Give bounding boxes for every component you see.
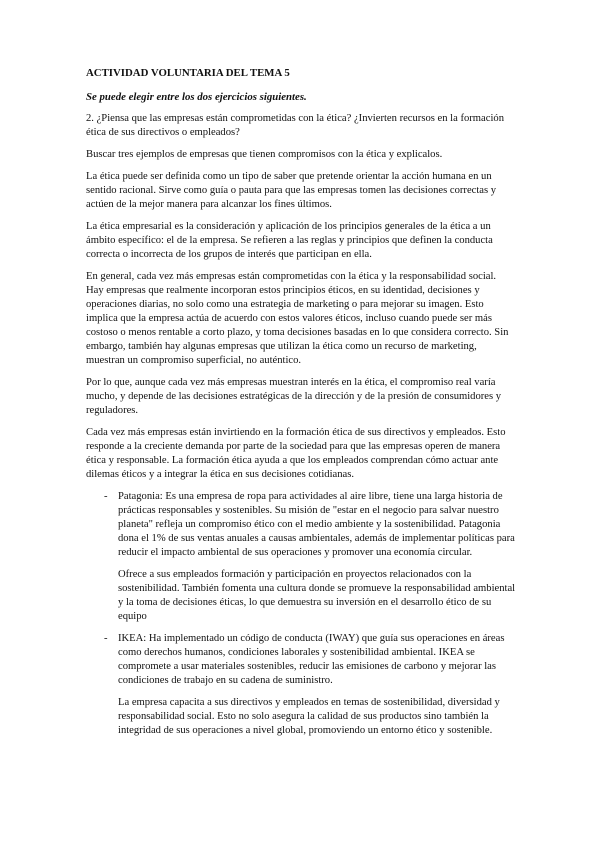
list-item-ikea bbox=[86, 632, 516, 738]
body-paragraph: La ética puede ser definida como un tipo de saber que pretende orientar la acción humana en un sentido racional. Sirve como guía o pauta para que las empresas tomen las decisiones correctas y actúen de la mejor manera para alcanzar los fines últimos. bbox=[86, 171, 497, 210]
example-paragraph: Patagonia: Es una empresa de ropa para actividades al aire libre, tiene una larga historia de prácticas responsables y sostenibles. Su misión de "estar en el negocio para salvar nuestro planeta" refleja un compromiso ético con el medio ambiente y la sostenibilidad. Patagonia dona el 1% de sus ventas anuales a causas ambientales, además de implementar políticas para reducir el impacto ambiental de sus operaciones y promover una economía circular. bbox=[118, 491, 515, 558]
document-page bbox=[86, 66, 516, 746]
bullet-dash: - bbox=[104, 491, 108, 502]
document-subtitle: Se puede elegir entre los dos ejercicios siguientes. bbox=[86, 91, 307, 103]
body-paragraph: Por lo que, aunque cada vez más empresas muestran interés en la ética, el compromiso real varía mucho, y depende de las decisiones estratégicas de la dirección y de la presión de consumidores y reguladores. bbox=[86, 377, 502, 416]
question-text: 2. ¿Piensa que las empresas están comprometidas con la ética? ¿Invierten recursos en la formación ética de sus directivos o empleados? bbox=[86, 113, 504, 138]
instruction-paragraph: Buscar tres ejemplos de empresas que tienen compromisos con la ética y explicalos. bbox=[86, 149, 443, 160]
document-title: ACTIVIDAD VOLUNTARIA DEL TEMA 5 bbox=[86, 67, 290, 79]
example-paragraph: IKEA: Ha implementado un código de conducta (IWAY) que guía sus operaciones en áreas como derechos humanos, condiciones laborales y sostenibilidad ambiental. IKEA se compromete a usar materiales sostenibles, reducir las emisiones de carbono y mejorar las condiciones de trabajo en su cadena de suministro. bbox=[118, 633, 505, 686]
list-item-patagonia bbox=[86, 490, 516, 624]
bullet-dash: - bbox=[104, 633, 108, 644]
example-paragraph: Ofrece a sus empleados formación y participación en proyectos relacionados con la sostenibilidad. También fomenta una cultura donde se promueve la responsabilidad ambiental y la toma de decisiones éticas, lo que demuestra su inversión en el desarrollo ético de su equipo bbox=[118, 569, 516, 622]
body-paragraph: Cada vez más empresas están invirtiendo en la formación ética de sus directivos y empleados. Esto responde a la creciente demanda por parte de la sociedad para que las empresas operen de manera ética y responsable. La formación ética ayuda a que los empleados comprendan cómo actuar ante dilemas éticos y a integrar la ética en sus decisiones cotidianas. bbox=[86, 427, 506, 480]
body-paragraph: En general, cada vez más empresas están comprometidas con la ética y la responsabilidad social. Hay empresas que realmente incorporan estos principios éticos, en su identidad, decisiones y operaciones diarias, no solo como una estrategia de marketing o para mejorar su imagen. Esto implica que la empresa actúa de acuerdo con estos valores éticos, incluso cuando puede ser más costoso o menos rentable a corto plazo, y toma decisiones basadas en lo que considera correcto. Sin embargo, también hay algunas empresas que utilizan la ética como un recurso de marketing, muestran un compromiso superficial, no auténtico. bbox=[86, 271, 509, 366]
examples-list bbox=[86, 490, 516, 738]
body-paragraph: La ética empresarial es la consideración y aplicación de los principios generales de la ética a un ámbito específico: el de la empresa. Se refieren a las reglas y principios que definen la conducta correcta o incorrecta de los grupos de interés que participan en ella. bbox=[86, 221, 493, 260]
example-paragraph: La empresa capacita a sus directivos y empleados en temas de sostenibilidad, diversidad y responsabilidad social. Esto no solo asegura la calidad de sus productos sino también la integridad de sus operaciones a nivel global, promoviendo un entorno ético y sostenible. bbox=[118, 697, 500, 736]
